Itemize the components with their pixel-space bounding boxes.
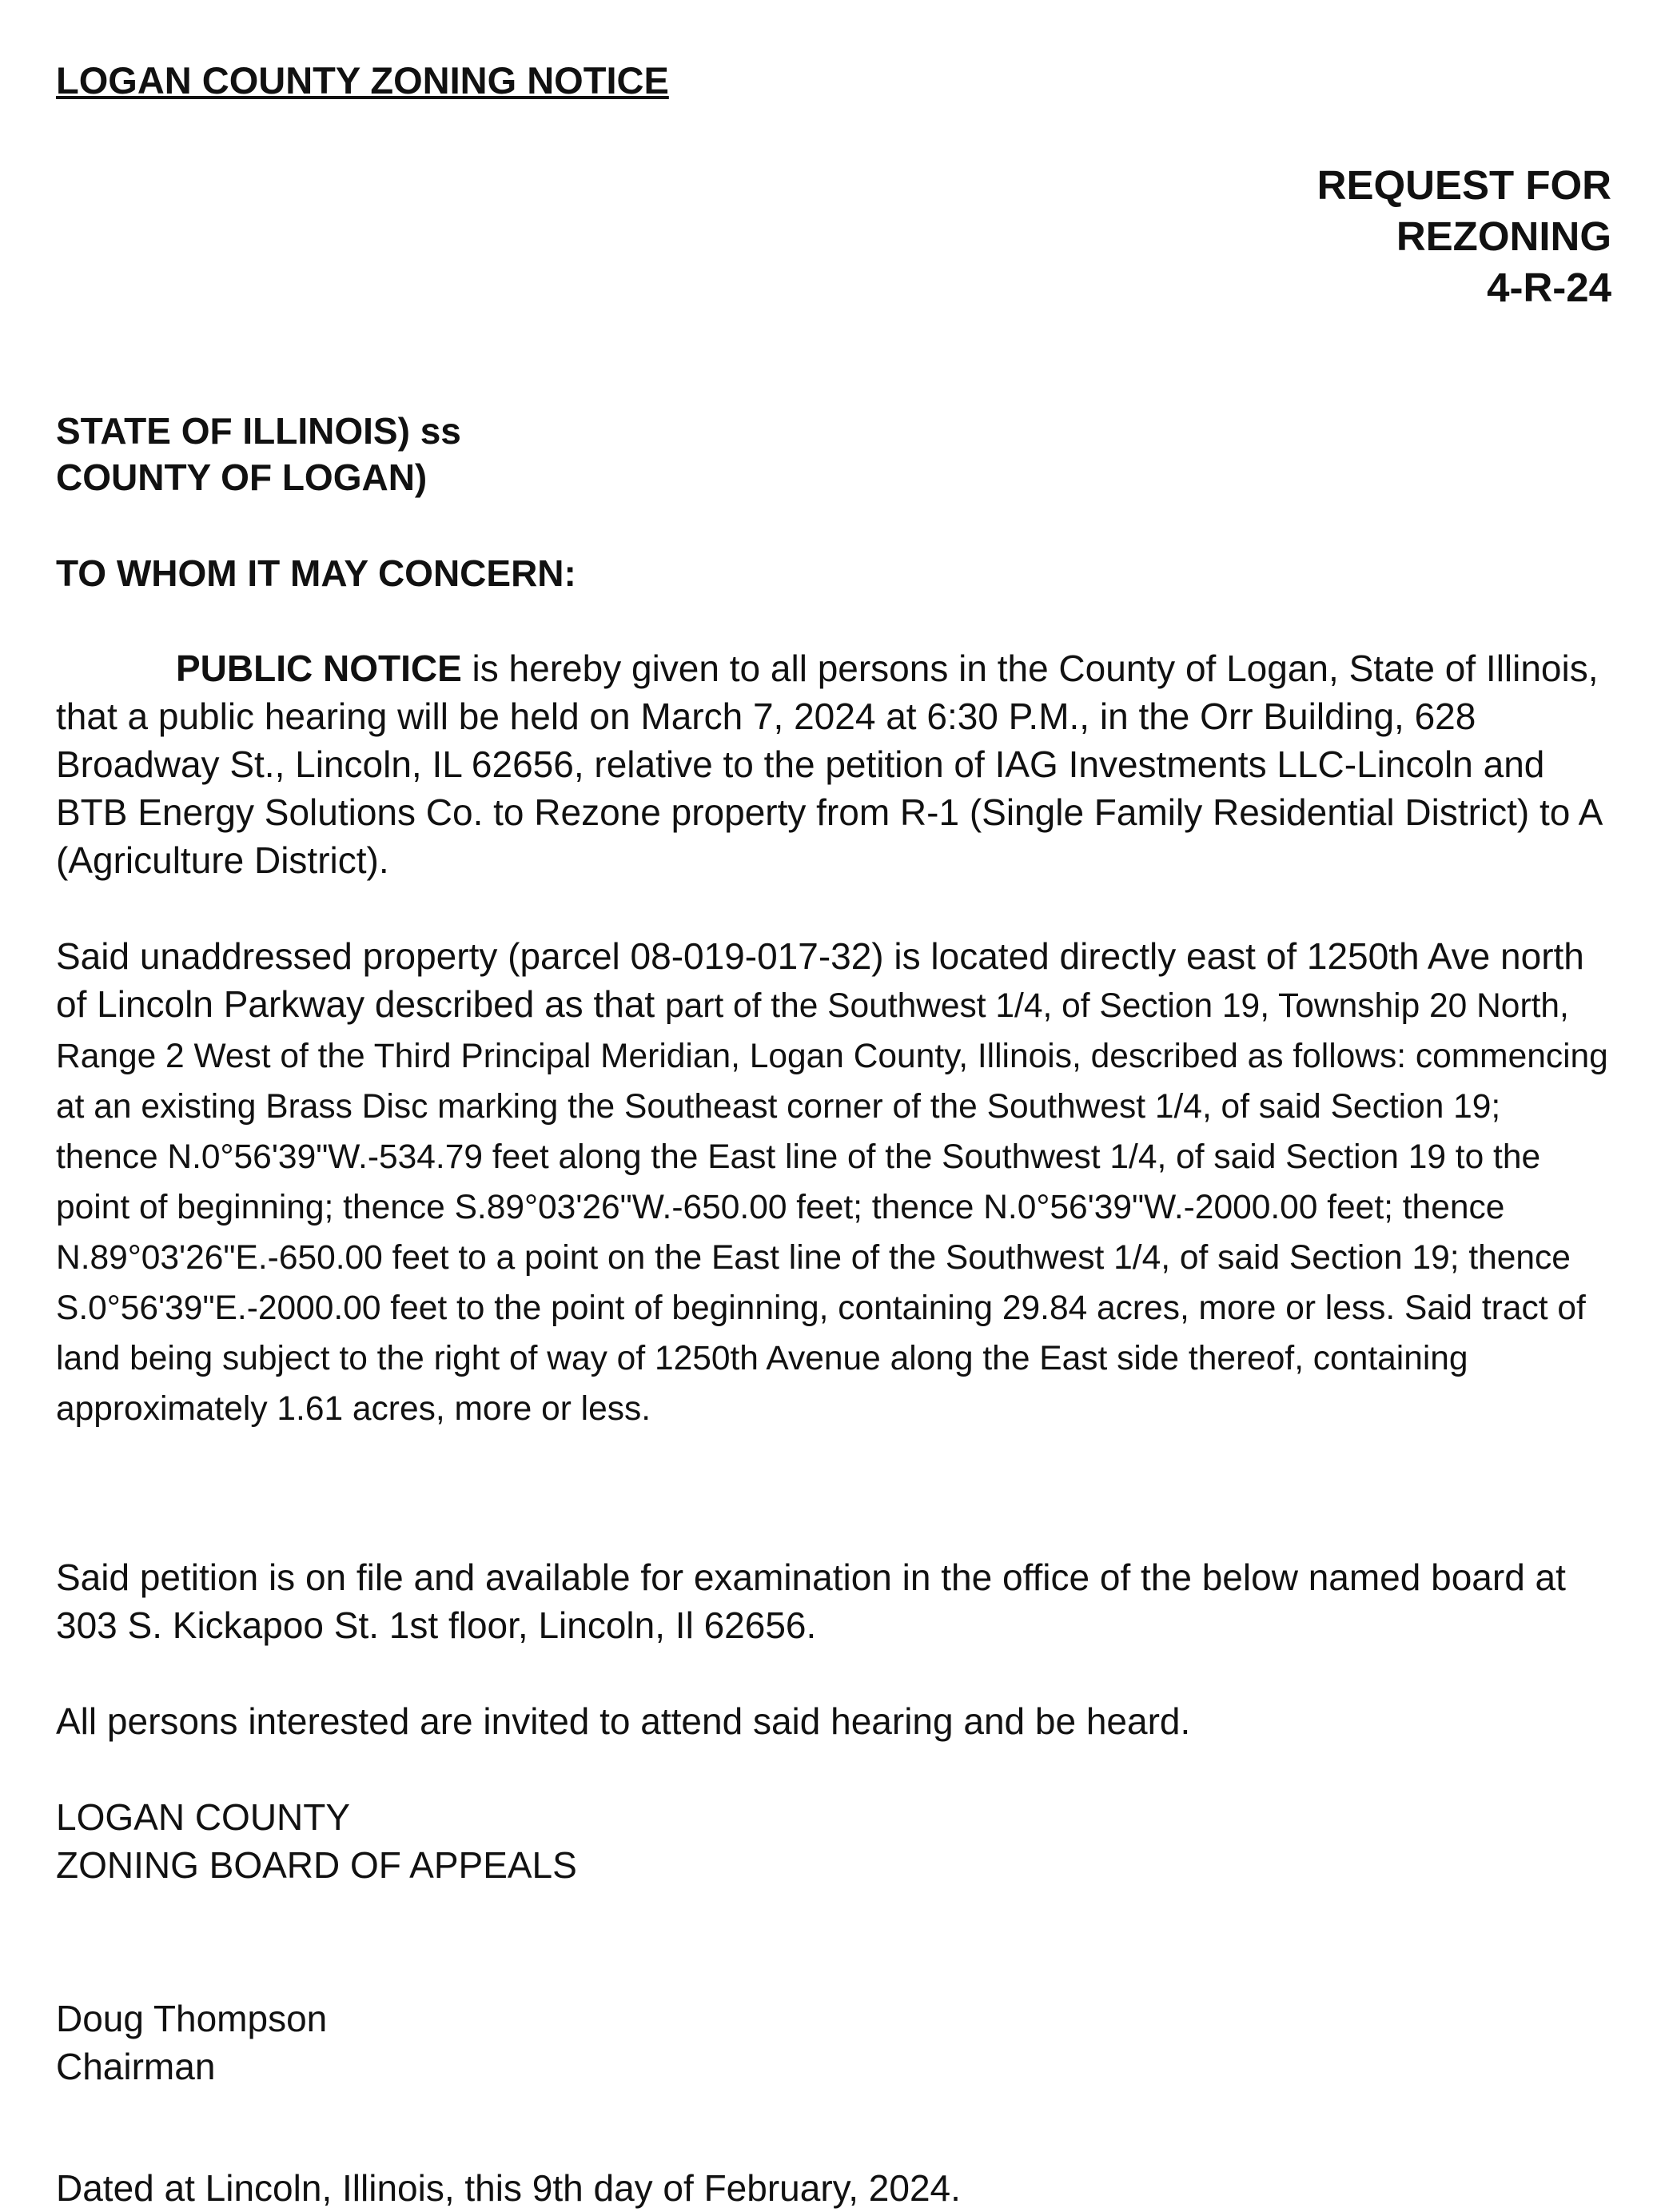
salutation: TO WHOM IT MAY CONCERN: <box>56 552 576 594</box>
document-title: LOGAN COUNTY ZONING NOTICE <box>56 59 669 102</box>
board-line-2: ZONING BOARD OF APPEALS <box>56 1844 577 1886</box>
case-number: 4-R-24 <box>1487 265 1611 310</box>
public-notice-lead: PUBLIC NOTICE <box>176 648 462 689</box>
state-line: STATE OF ILLINOIS) ss <box>56 410 461 452</box>
legal-description-part1: Said unaddressed property (parcel 08-019-017-32) is located directly east of 1250th Ave north of Lincoln Parkway described as that <box>56 935 1584 1025</box>
petition-on-file-paragraph: Said petition is on file and available for examination in the office of the below named board at 303 S. Kickapoo St. 1st floor, Lincoln, Il 62656. <box>56 1556 1566 1646</box>
dated-line: Dated at Lincoln, Illinois, this 9th day of February, 2024. <box>56 2167 961 2209</box>
legal-description-part2: part of the Southwest 1/4, of Section 19, Township 20 North, Range 2 West of the Third Principal Meridian, Logan County, Illinois, described as follows: commencing at an existing Brass Disc marking the Southeast corner of the Southwest 1/4, of said Section 19; thence N.0°56'39"W.-534.79 feet along the East line of the Southwest 1/4, of said Section 19 to the point of beginning; thence S.89°03'26"W.-650.00 feet; thence N.0°56'39"W.-2000.00 feet; thence N.89°03'26"E.-650.00 feet to a point on the East line of the Southwest 1/4, of said Section 19; thence S.0°56'39"E.-2000.00 feet to the point of beginning, containing 29.84 acres, more or less. Said tract of land being subject to the right of way of 1250th Avenue along the East side thereof, containing approximately 1.61 acres, more or less. <box>56 987 1608 1428</box>
county-line: COUNTY OF LOGAN) <box>56 456 428 498</box>
request-line-1: REQUEST FOR <box>1316 162 1611 208</box>
signer-title: Chairman <box>56 2046 216 2087</box>
legal-description-paragraph <box>56 932 1611 1433</box>
invitation-paragraph: All persons interested are invited to attend said hearing and be heard. <box>56 1700 1191 1742</box>
signer-name: Doug Thompson <box>56 1998 328 2039</box>
public-notice-paragraph <box>56 644 1611 884</box>
request-line-2: REZONING <box>1396 213 1611 259</box>
board-line-1: LOGAN COUNTY <box>56 1796 351 1838</box>
request-block <box>56 160 1611 313</box>
public-notice-body: is hereby given to all persons in the County of Logan, State of Illinois, that a public hearing will be held on March 7, 2024 at 6:30 P.M., in the Orr Building, 628 Broadway St., Lincoln, IL 62656, relative to the petition of IAG Investments LLC-Lincoln and BTB Energy Solutions Co. to Rezone property from R-1 (Single Family Residential District) to A (Agriculture District). <box>56 648 1601 881</box>
signature-block <box>56 1995 1611 2090</box>
state-county-block <box>56 408 1611 500</box>
board-block <box>56 1793 1611 1889</box>
